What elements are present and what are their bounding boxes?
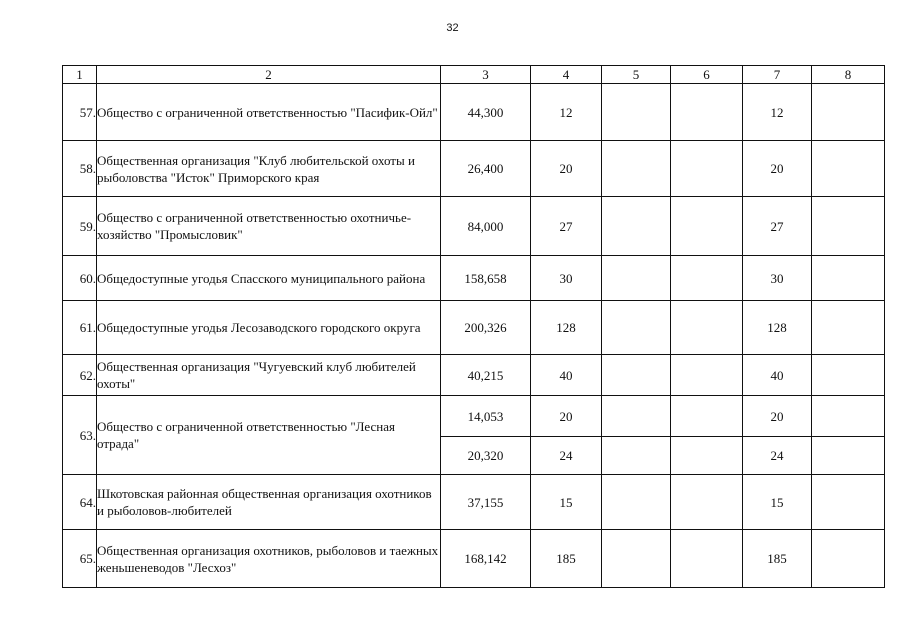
cell-col-8 (812, 84, 885, 141)
header-col-1: 1 (63, 66, 97, 84)
header-col-5: 5 (602, 66, 671, 84)
table-row (63, 530, 885, 588)
cell-col-8 (812, 197, 885, 256)
table-row (63, 84, 885, 141)
cell-col-6 (671, 530, 743, 588)
cell-col-4: 128 (531, 301, 602, 355)
cell-col-5 (602, 84, 671, 141)
cell-col-3: 44,300 (441, 84, 531, 141)
row-number: 61. (63, 301, 97, 355)
cell-col-8 (812, 396, 885, 437)
cell-col-3: 37,155 (441, 475, 531, 530)
cell-col-5 (602, 437, 671, 475)
organization-name: Общественная организация охотников, рыболовов и таежных женьшеневодов "Лесхоз" (97, 530, 441, 588)
table-row (63, 256, 885, 301)
cell-col-4: 24 (531, 437, 602, 475)
cell-col-6 (671, 396, 743, 437)
table-row (63, 475, 885, 530)
cell-col-5 (602, 197, 671, 256)
organization-name: Общедоступные угодья Спасского муниципального района (97, 256, 441, 301)
header-col-6: 6 (671, 66, 743, 84)
organization-name: Общество с ограниченной ответственностью "Лесная отрада" (97, 396, 441, 475)
header-col-3: 3 (441, 66, 531, 84)
row-number: 57. (63, 84, 97, 141)
cell-col-7: 20 (743, 141, 812, 197)
cell-col-4: 27 (531, 197, 602, 256)
cell-col-3: 14,053 (441, 396, 531, 437)
row-number: 65. (63, 530, 97, 588)
cell-col-7: 40 (743, 355, 812, 396)
table-row (63, 197, 885, 256)
cell-col-6 (671, 256, 743, 301)
cell-col-6 (671, 197, 743, 256)
cell-col-6 (671, 475, 743, 530)
cell-col-3: 84,000 (441, 197, 531, 256)
cell-col-7: 24 (743, 437, 812, 475)
cell-col-7: 128 (743, 301, 812, 355)
cell-col-4: 20 (531, 141, 602, 197)
cell-col-5 (602, 355, 671, 396)
cell-col-8 (812, 141, 885, 197)
cell-col-4: 12 (531, 84, 602, 141)
cell-col-3: 20,320 (441, 437, 531, 475)
table-row (63, 396, 885, 437)
cell-col-8 (812, 530, 885, 588)
page-number: 32 (446, 22, 459, 34)
cell-col-5 (602, 475, 671, 530)
row-number: 63. (63, 396, 97, 475)
organization-name: Общественная организация "Чугуевский клуб любителей охоты" (97, 355, 441, 396)
cell-col-5 (602, 530, 671, 588)
organization-name: Общество с ограниченной ответственностью охотничье-хозяйство "Промысловик" (97, 197, 441, 256)
cell-col-5 (602, 141, 671, 197)
cell-col-8 (812, 301, 885, 355)
cell-col-6 (671, 141, 743, 197)
cell-col-3: 26,400 (441, 141, 531, 197)
cell-col-5 (602, 301, 671, 355)
header-col-2: 2 (97, 66, 441, 84)
cell-col-8 (812, 355, 885, 396)
cell-col-4: 30 (531, 256, 602, 301)
cell-col-4: 40 (531, 355, 602, 396)
cell-col-5 (602, 256, 671, 301)
cell-col-3: 40,215 (441, 355, 531, 396)
organization-name: Общество с ограниченной ответственностью "Пасифик-Ойл" (97, 84, 441, 141)
cell-col-3: 200,326 (441, 301, 531, 355)
cell-col-7: 20 (743, 396, 812, 437)
cell-col-4: 185 (531, 530, 602, 588)
cell-col-4: 15 (531, 475, 602, 530)
row-number: 60. (63, 256, 97, 301)
cell-col-8 (812, 475, 885, 530)
cell-col-3: 168,142 (441, 530, 531, 588)
cell-col-8 (812, 256, 885, 301)
cell-col-3: 158,658 (441, 256, 531, 301)
header-row (63, 66, 885, 84)
table-row (63, 355, 885, 396)
cell-col-8 (812, 437, 885, 475)
cell-col-6 (671, 84, 743, 141)
data-table (62, 65, 885, 588)
row-number: 58. (63, 141, 97, 197)
cell-col-7: 27 (743, 197, 812, 256)
header-col-7: 7 (743, 66, 812, 84)
organization-name: Шкотовская районная общественная организация охотников и рыболовов-любителей (97, 475, 441, 530)
row-number: 62. (63, 355, 97, 396)
organization-name: Общедоступные угодья Лесозаводского городского округа (97, 301, 441, 355)
cell-col-6 (671, 355, 743, 396)
organization-name: Общественная организация "Клуб любительской охоты и рыболовства "Исток" Приморского края (97, 141, 441, 197)
cell-col-7: 15 (743, 475, 812, 530)
header-col-8: 8 (812, 66, 885, 84)
cell-col-6 (671, 301, 743, 355)
cell-col-7: 12 (743, 84, 812, 141)
table-row (63, 301, 885, 355)
cell-col-7: 185 (743, 530, 812, 588)
row-number: 64. (63, 475, 97, 530)
table-row (63, 141, 885, 197)
row-number: 59. (63, 197, 97, 256)
header-col-4: 4 (531, 66, 602, 84)
cell-col-4: 20 (531, 396, 602, 437)
cell-col-5 (602, 396, 671, 437)
cell-col-7: 30 (743, 256, 812, 301)
cell-col-6 (671, 437, 743, 475)
